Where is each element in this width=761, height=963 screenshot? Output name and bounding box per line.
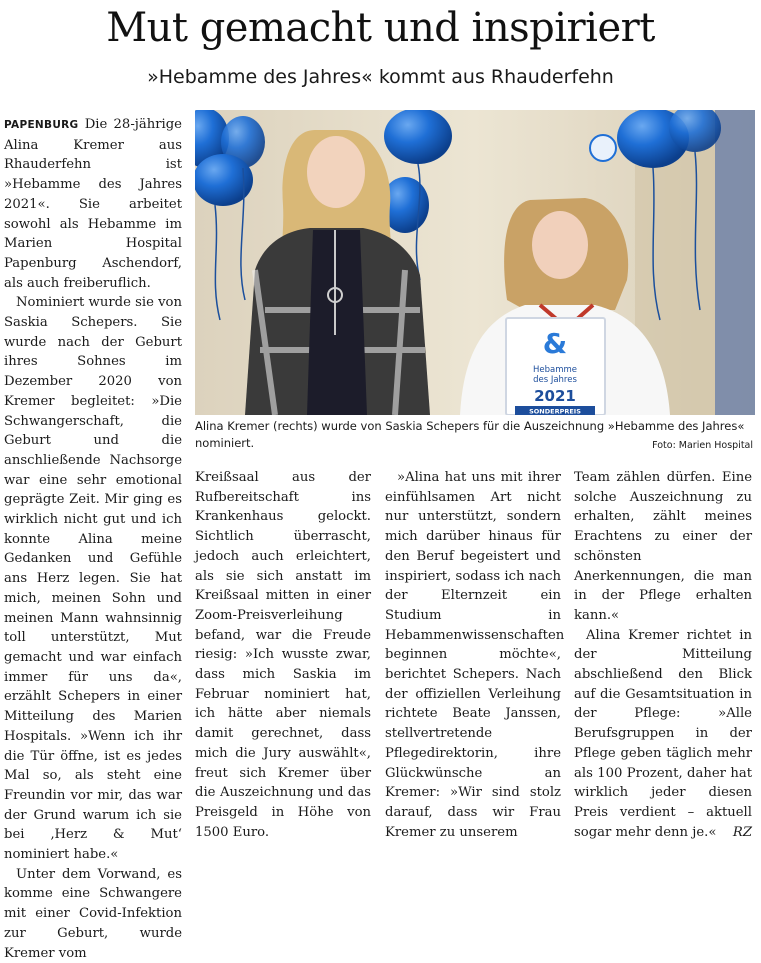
paragraph-7-text: Alina Kremer richtet in der Mitteilung abschließend den Blick auf die Gesamtsituation in der Pflege: »Alle Berufsgruppen in der Pflege geben täglich mehr als 100 Prozent, daher hat wirklich jeder diesen Preis verdient – aktuell sogar mehr denn je.« — [574, 627, 752, 840]
paragraph-7 — [574, 626, 752, 843]
paragraph-2: Nominiert wurde sie von Saskia Schepers. Sie wurde nach der Geburt ihres Sohnes im Dezember 2020 von Kremer begleitet: »Die Schwangerschaft, die Geburt und die anschließende Nachsorge war eine sehr emotional geprägte Zeit. Mir ging es wirklich nicht gut und ich konnte Alina meine Gedanken und Gefühle ans Herz legen. Sie hat mich, meinen Sohn und meinen Mann wahnsinnig toll unterstützt, Mut gemacht und war einfach immer für uns da«, erzählt Schepers in einer Mitteilung des Marien Hospitals. »Wenn ich ihr die Tür öffne, ist es jedes Mal so, als steht eine Freundin vor mir, das war der Grund warum ich sie bei ‚Herz & Mut‘ nominiert habe.« — [4, 295, 182, 863]
photo-credit: Foto: Marien Hospital — [652, 440, 753, 451]
photo-caption: Alina Kremer (rechts) wurde von Saskia Schepers für die Auszeichnung »Hebamme des Jahres« nominiert. — [195, 419, 745, 450]
article-column-4 — [574, 468, 752, 842]
article-photo — [195, 110, 755, 415]
award-ribbon-text: SONDERPREIS — [529, 407, 581, 415]
subheadline: »Hebamme des Jahres« kommt aus Rhauderfehn — [147, 66, 614, 88]
dateline: PAPENBURG — [4, 119, 79, 131]
blue-door-edge — [715, 110, 755, 415]
paragraph-1-text: Die 28-jährige Alina Kremer aus Rhauderfehn ist »Hebamme des Jahres 2021«. Sie arbeitet sowohl als Hebamme im Marien Hospital Papenburg Aschendorf, als auch freiberuflich. — [4, 117, 182, 291]
award-year: 2021 — [534, 387, 576, 405]
author-initials: RZ — [732, 824, 752, 840]
article-column-2 — [195, 468, 371, 842]
headline: Mut gemacht und inspiriert — [106, 5, 655, 51]
paragraph-5: »Alina hat uns mit ihrer einfühlsamen Art nicht nur unterstützt, sondern mich darüber hinaus für den Beruf begeistert und inspiriert, sodass ich nach der Elternzeit ein Studium in Hebammenwissenschaften beginnen möchte«, berichtet Schepers. Nach der offiziellen Verleihung richtete Beate Janssen, stellvertretende Pflegedirektorin, ihre Glückwünsche an Kremer: »Wir sind stolz darauf, dass wir Frau Kremer zu unserem — [385, 470, 565, 840]
balloon — [384, 110, 452, 164]
logo-sticker — [590, 135, 616, 161]
article-column-1 — [4, 115, 182, 963]
paragraph-1 — [4, 115, 182, 293]
award-card — [506, 318, 605, 415]
photo-illustration — [195, 110, 755, 415]
face — [532, 211, 588, 279]
article-column-3 — [385, 468, 565, 842]
award-line-1: Hebamme — [532, 365, 578, 375]
paragraph-4: Kreißsaal aus der Rufbereitschaft ins Krankenhaus gelockt. Sichtlich überrascht, jedoch auch erleichtert, als sie sich anstatt im Kreißsaal mitten in einer Zoom-Preisverleihung befand, war die Freude riesig: »Ich wusste zwar, dass mich Saskia im Februar nominiert hat, ich hätte aber niemals damit gerechnet, dass mich die Jury auswählt«, freut sich Kremer über die Auszeichnung und das Preisgeld in Höhe von 1500 Euro. — [195, 470, 371, 840]
heart-logo-icon: & — [542, 327, 568, 360]
face — [307, 136, 365, 208]
dark-top — [307, 230, 367, 415]
award-line-2: des Jahres — [533, 375, 577, 385]
paragraph-6: Team zählen dürfen. Eine solche Auszeichnung zu erhalten, zählt meines Erachtens zu einer der schönsten Anerkennungen, die man in der Pflege erhalten kann.« — [574, 470, 752, 623]
paragraph-3: Unter dem Vorwand, es komme eine Schwangere mit einer Covid-Infektion zur Geburt, wurde Kremer vom — [4, 866, 182, 961]
